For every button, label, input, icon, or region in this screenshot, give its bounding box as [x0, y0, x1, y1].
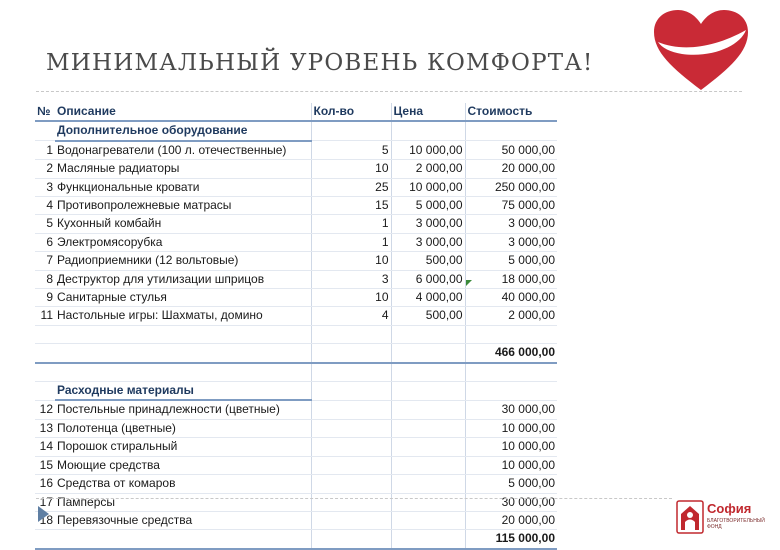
- row-quantity: 10: [311, 160, 391, 178]
- logo-emblem-icon: [676, 500, 704, 534]
- heart-icon: [652, 8, 750, 92]
- row-quantity: 4: [311, 307, 391, 325]
- row-quantity: 5: [311, 141, 391, 160]
- col-header-price: Цена: [391, 103, 465, 121]
- row-quantity: [311, 475, 391, 493]
- total-label-cell: [55, 530, 311, 549]
- row-description: Водонагреватели (100 л. отечественные): [55, 141, 311, 160]
- row-price: 6 000,00: [391, 270, 465, 288]
- section-price-cell: [391, 121, 465, 140]
- row-quantity: 1: [311, 215, 391, 233]
- row-description: Функциональные кровати: [55, 178, 311, 196]
- row-description: Деструктор для утилизации шприцов: [55, 270, 311, 288]
- sofia-logo: [676, 500, 776, 536]
- row-price: 10 000,00: [391, 141, 465, 160]
- row-number: 2: [35, 160, 55, 178]
- row-number: 5: [35, 215, 55, 233]
- table-row: [35, 493, 557, 511]
- table-row: [35, 289, 557, 307]
- section-row: [35, 382, 557, 401]
- page-title: МИНИМАЛЬНЫЙ УРОВЕНЬ КОМФОРТА!: [46, 50, 594, 76]
- blank-cell: [391, 325, 465, 343]
- row-cost: 10 000,00: [465, 456, 557, 474]
- total-number-cell: [35, 344, 55, 363]
- section-price-cell: [391, 382, 465, 401]
- row-quantity: [311, 419, 391, 437]
- row-quantity: 15: [311, 197, 391, 215]
- section-number-cell: [35, 382, 55, 401]
- row-price: 500,00: [391, 252, 465, 270]
- row-number: 12: [35, 400, 55, 419]
- spacer-cell: [311, 363, 391, 382]
- row-number: 18: [35, 511, 55, 529]
- row-quantity: [311, 493, 391, 511]
- table-row: [35, 160, 557, 178]
- row-quantity: 10: [311, 289, 391, 307]
- row-description: Электромясорубка: [55, 233, 311, 251]
- table-row: [35, 419, 557, 437]
- row-cost: 5 000,00: [465, 475, 557, 493]
- row-number: 4: [35, 197, 55, 215]
- table-row: [35, 475, 557, 493]
- row-description: Масляные радиаторы: [55, 160, 311, 178]
- row-description: Полотенца (цветные): [55, 419, 311, 437]
- table-row: [35, 233, 557, 251]
- row-description: Радиоприемники (12 вольтовые): [55, 252, 311, 270]
- row-number: 15: [35, 456, 55, 474]
- spacer-cell: [391, 363, 465, 382]
- table-row: [35, 178, 557, 196]
- row-description: Постельные принадлежности (цветные): [55, 400, 311, 419]
- total-qty-cell: [311, 344, 391, 363]
- row-description: Санитарные стулья: [55, 289, 311, 307]
- row-number: 3: [35, 178, 55, 196]
- row-cost: 5 000,00: [465, 252, 557, 270]
- total-price-cell: [391, 344, 465, 363]
- row-price: 5 000,00: [391, 197, 465, 215]
- row-price: [391, 400, 465, 419]
- row-quantity: 10: [311, 252, 391, 270]
- table-row: [35, 511, 557, 529]
- row-cost: 250 000,00: [465, 178, 557, 196]
- total-row: [35, 530, 557, 549]
- row-quantity: [311, 511, 391, 529]
- section-label: Дополнительное оборудование: [55, 121, 311, 140]
- row-cost: 75 000,00: [465, 197, 557, 215]
- row-cost: 30 000,00: [465, 493, 557, 511]
- table-row: [35, 270, 557, 288]
- row-description: Средства от комаров: [55, 475, 311, 493]
- row-description: Кухонный комбайн: [55, 215, 311, 233]
- blank-row: [35, 325, 557, 343]
- row-description: Настольные игры: Шахматы, домино: [55, 307, 311, 325]
- col-header-cost: Стоимость: [465, 103, 557, 121]
- title-divider: [36, 91, 742, 92]
- table-row: [35, 197, 557, 215]
- row-price: 3 000,00: [391, 233, 465, 251]
- row-cost: 10 000,00: [465, 438, 557, 456]
- row-cost: 20 000,00: [465, 511, 557, 529]
- row-description: Моющие средства: [55, 456, 311, 474]
- blank-cell: [465, 325, 557, 343]
- row-price: 3 000,00: [391, 215, 465, 233]
- row-number: 11: [35, 307, 55, 325]
- footer-divider: [36, 498, 672, 499]
- row-quantity: [311, 438, 391, 456]
- row-description: Памперсы: [55, 493, 311, 511]
- spacer-row: [35, 363, 557, 382]
- row-price: 4 000,00: [391, 289, 465, 307]
- row-number: 8: [35, 270, 55, 288]
- row-price: [391, 475, 465, 493]
- table-row: [35, 215, 557, 233]
- row-description: Перевязочные средства: [55, 511, 311, 529]
- row-cost: 50 000,00: [465, 141, 557, 160]
- spacer-cell: [35, 363, 55, 382]
- row-price: [391, 493, 465, 511]
- row-number: 9: [35, 289, 55, 307]
- row-cost: 20 000,00: [465, 160, 557, 178]
- row-quantity: 25: [311, 178, 391, 196]
- row-number: 17: [35, 493, 55, 511]
- total-label-cell: [55, 344, 311, 363]
- section-cost-cell: [465, 121, 557, 140]
- row-price: [391, 438, 465, 456]
- row-number: 6: [35, 233, 55, 251]
- row-description: Порошок стиральный: [55, 438, 311, 456]
- blank-cell: [55, 325, 311, 343]
- row-number: 7: [35, 252, 55, 270]
- section-qty-cell: [311, 121, 391, 140]
- logo-name: София: [707, 501, 752, 516]
- row-price: [391, 456, 465, 474]
- row-description: Противопролежневые матрасы: [55, 197, 311, 215]
- table-row: [35, 307, 557, 325]
- row-quantity: [311, 400, 391, 419]
- col-header-description: Описание: [55, 103, 311, 121]
- col-header-number: №: [35, 103, 55, 121]
- table-row: [35, 438, 557, 456]
- row-cost: 18 000,00: [465, 270, 557, 288]
- table-row: [35, 400, 557, 419]
- blank-cell: [35, 325, 55, 343]
- section-number-cell: [35, 121, 55, 140]
- section-total: 466 000,00: [465, 344, 557, 363]
- section-qty-cell: [311, 382, 391, 401]
- row-price: [391, 419, 465, 437]
- table-row: [35, 252, 557, 270]
- section-total: 115 000,00: [465, 530, 557, 549]
- spacer-cell: [465, 363, 557, 382]
- row-quantity: 3: [311, 270, 391, 288]
- total-price-cell: [391, 530, 465, 549]
- total-row: [35, 344, 557, 363]
- row-cost: 40 000,00: [465, 289, 557, 307]
- cell-marker: [466, 280, 472, 286]
- row-price: [391, 511, 465, 529]
- row-number: 14: [35, 438, 55, 456]
- row-cost: 10 000,00: [465, 419, 557, 437]
- equipment-table: [35, 103, 557, 550]
- row-cost: 30 000,00: [465, 400, 557, 419]
- section-row: [35, 121, 557, 140]
- row-cost: 3 000,00: [465, 233, 557, 251]
- col-header-quantity: Кол-во: [311, 103, 391, 121]
- row-price: 2 000,00: [391, 160, 465, 178]
- row-quantity: [311, 456, 391, 474]
- section-label: Расходные материалы: [55, 382, 311, 401]
- section-cost-cell: [465, 382, 557, 401]
- table-row: [35, 456, 557, 474]
- table-row: [35, 141, 557, 160]
- row-quantity: 1: [311, 233, 391, 251]
- logo-subtitle: БЛАГОТВОРИТЕЛЬНЫЙ ФОНД: [707, 518, 765, 530]
- spacer-cell: [55, 363, 311, 382]
- row-price: 500,00: [391, 307, 465, 325]
- row-number: 1: [35, 141, 55, 160]
- blank-cell: [311, 325, 391, 343]
- table-header-row: [35, 103, 557, 121]
- row-cost: 2 000,00: [465, 307, 557, 325]
- total-number-cell: [35, 530, 55, 549]
- arrow-right-icon[interactable]: [38, 506, 49, 522]
- total-qty-cell: [311, 530, 391, 549]
- row-number: 16: [35, 475, 55, 493]
- row-price: 10 000,00: [391, 178, 465, 196]
- row-number: 13: [35, 419, 55, 437]
- row-cost: 3 000,00: [465, 215, 557, 233]
